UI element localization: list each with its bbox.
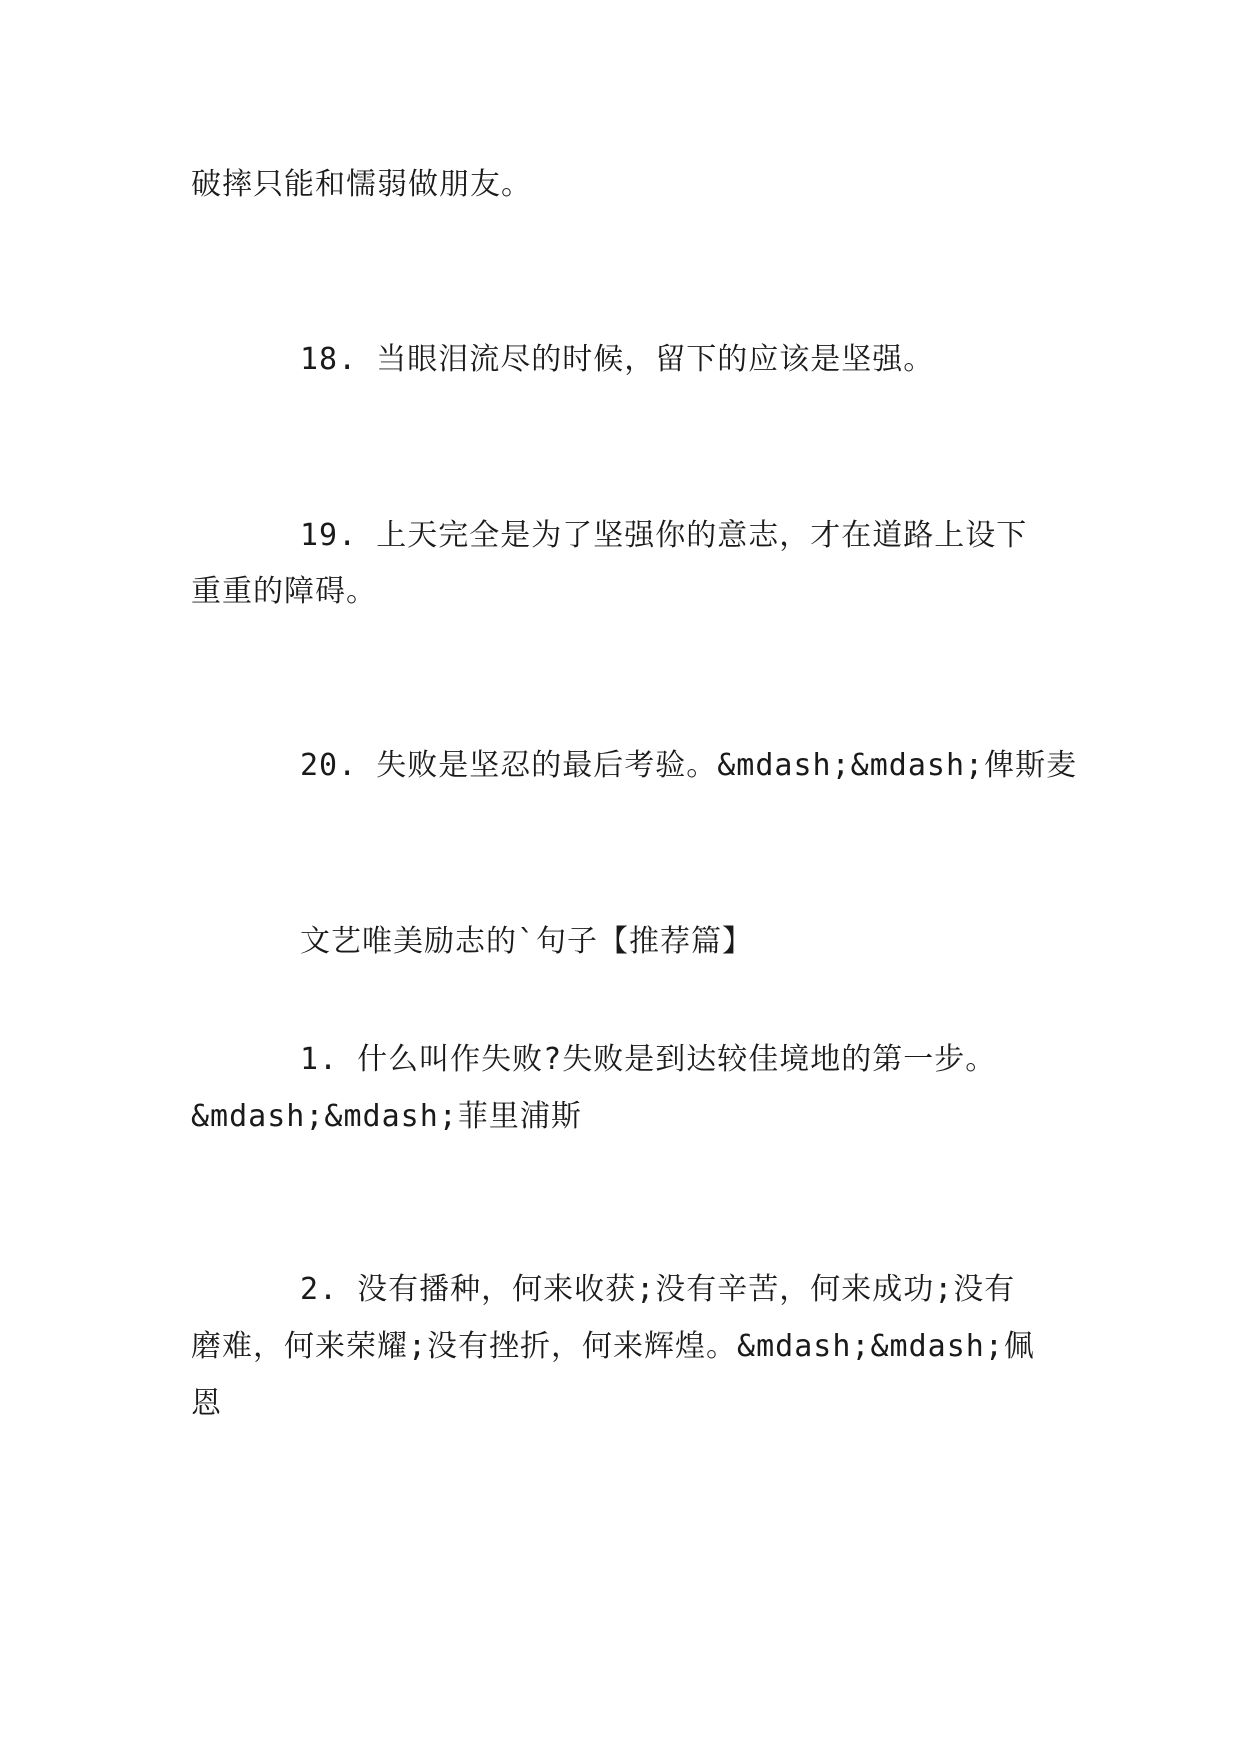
quote-19-line-1: 19. 上天完全是为了坚强你的意志，才在道路上设下	[300, 518, 1028, 553]
quote-2-line-3: 恩	[191, 1386, 222, 1421]
quote-20: 20. 失败是坚忍的最后考验。&mdash;&mdash;俾斯麦	[300, 748, 1078, 783]
quote-1-line-1: 1. 什么叫作失败?失败是到达较佳境地的第一步。	[300, 1042, 997, 1077]
quote-1-line-2: &mdash;&mdash;菲里浦斯	[191, 1099, 582, 1134]
quote-19-line-2: 重重的障碍。	[191, 574, 377, 609]
quote-2-line-1: 2. 没有播种，何来收获;没有辛苦，何来成功;没有	[300, 1272, 1016, 1307]
quote-18: 18. 当眼泪流尽的时候，留下的应该是坚强。	[300, 342, 935, 377]
section-heading: 文艺唯美励志的`句子【推荐篇】	[300, 924, 754, 959]
paragraph-line: 破摔只能和懦弱做朋友。	[191, 167, 532, 202]
quote-2-line-2: 磨难，何来荣耀;没有挫折，何来辉煌。&mdash;&mdash;佩	[191, 1329, 1035, 1364]
